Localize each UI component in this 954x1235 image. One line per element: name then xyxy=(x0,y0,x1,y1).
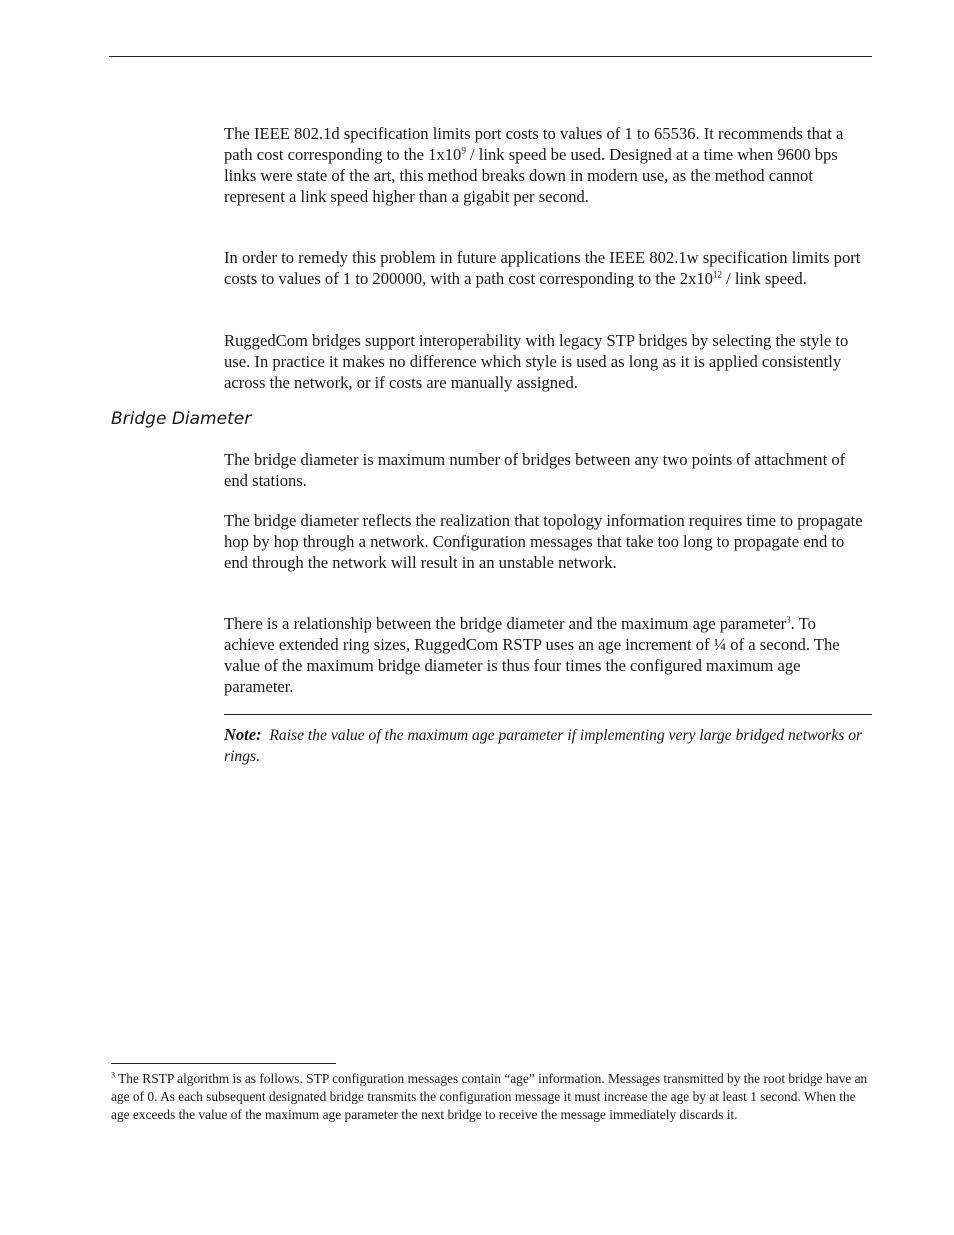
footnote-rule xyxy=(111,1063,336,1064)
paragraph-text: The IEEE 802.1d specification limits port costs to values of 1 to 65536. It recommends that a path cost corresponding to the 1x10 xyxy=(224,124,844,164)
note-label: Note: xyxy=(224,725,262,744)
paragraph-text: In order to remedy this problem in future applications the IEEE 802.1w specification limits port costs to values of 1 to 200000, with a path cost corresponding to the 2x10 xyxy=(224,248,861,288)
footnote-text: The RSTP algorithm is as follows. STP configuration messages contain “age” information. Messages transmitted by the root bridge have an age of 0. As each subsequent designated bridge transmits the configuration message it must increase the age by at least 1 second. When the age exceeds the value of the maximum age parameter the next bridge to receive the message immediately discards it. xyxy=(111,1071,868,1122)
paragraph-max-age-relationship xyxy=(224,613,869,697)
paragraph-text: RuggedCom bridges support interoperability with legacy STP bridges by selecting the style to use. In practice it makes no difference which style is used as long as it is applied consistently across the network, or if costs are manually assigned. xyxy=(224,331,849,392)
footnote xyxy=(111,1070,871,1124)
section-heading: Bridge Diameter xyxy=(111,409,252,429)
paragraph-text: . To achieve extended ring sizes, RuggedCom RSTP uses an age increment of ¼ of a second. The value of the maximum bridge diameter is thus four times the configured maximum age parameter. xyxy=(224,614,840,696)
footnote-reference: 3 xyxy=(786,614,791,625)
paragraph-8021w-costs xyxy=(224,247,869,289)
paragraph-diameter-realization xyxy=(224,510,869,573)
superscript-exponent: 9 xyxy=(461,145,466,156)
paragraph-text: There is a relationship between the bridge diameter and the maximum age parameter xyxy=(224,614,787,633)
paragraph-text: The bridge diameter is maximum number of bridges between any two points of attachment of end stations. xyxy=(224,450,846,490)
footnote-marker: 3 xyxy=(111,1070,115,1080)
paragraph-text: / link speed. xyxy=(721,269,807,288)
note-box xyxy=(224,724,869,767)
note-text: Raise the value of the maximum age parameter if implementing very large bridged networks or rings. xyxy=(224,727,863,765)
paragraph-diameter-definition xyxy=(224,449,869,491)
paragraph-text: The bridge diameter reflects the realization that topology information requires time to propagate hop by hop through a network. Configuration messages that take too long to propagate end to end through the network will result in an unstable network. xyxy=(224,511,863,572)
paragraph-1024-costs xyxy=(224,123,869,207)
paragraph-text: / link speed be used. Designed at a time when 9600 bps links were state of the art, this method breaks down in modern use, as the method cannot represent a link speed higher than a gigabit per second. xyxy=(224,145,838,206)
note-rule xyxy=(224,714,872,715)
superscript-exponent: 12 xyxy=(712,269,722,280)
header-rule xyxy=(109,56,872,57)
paragraph-interoperability xyxy=(224,330,869,393)
